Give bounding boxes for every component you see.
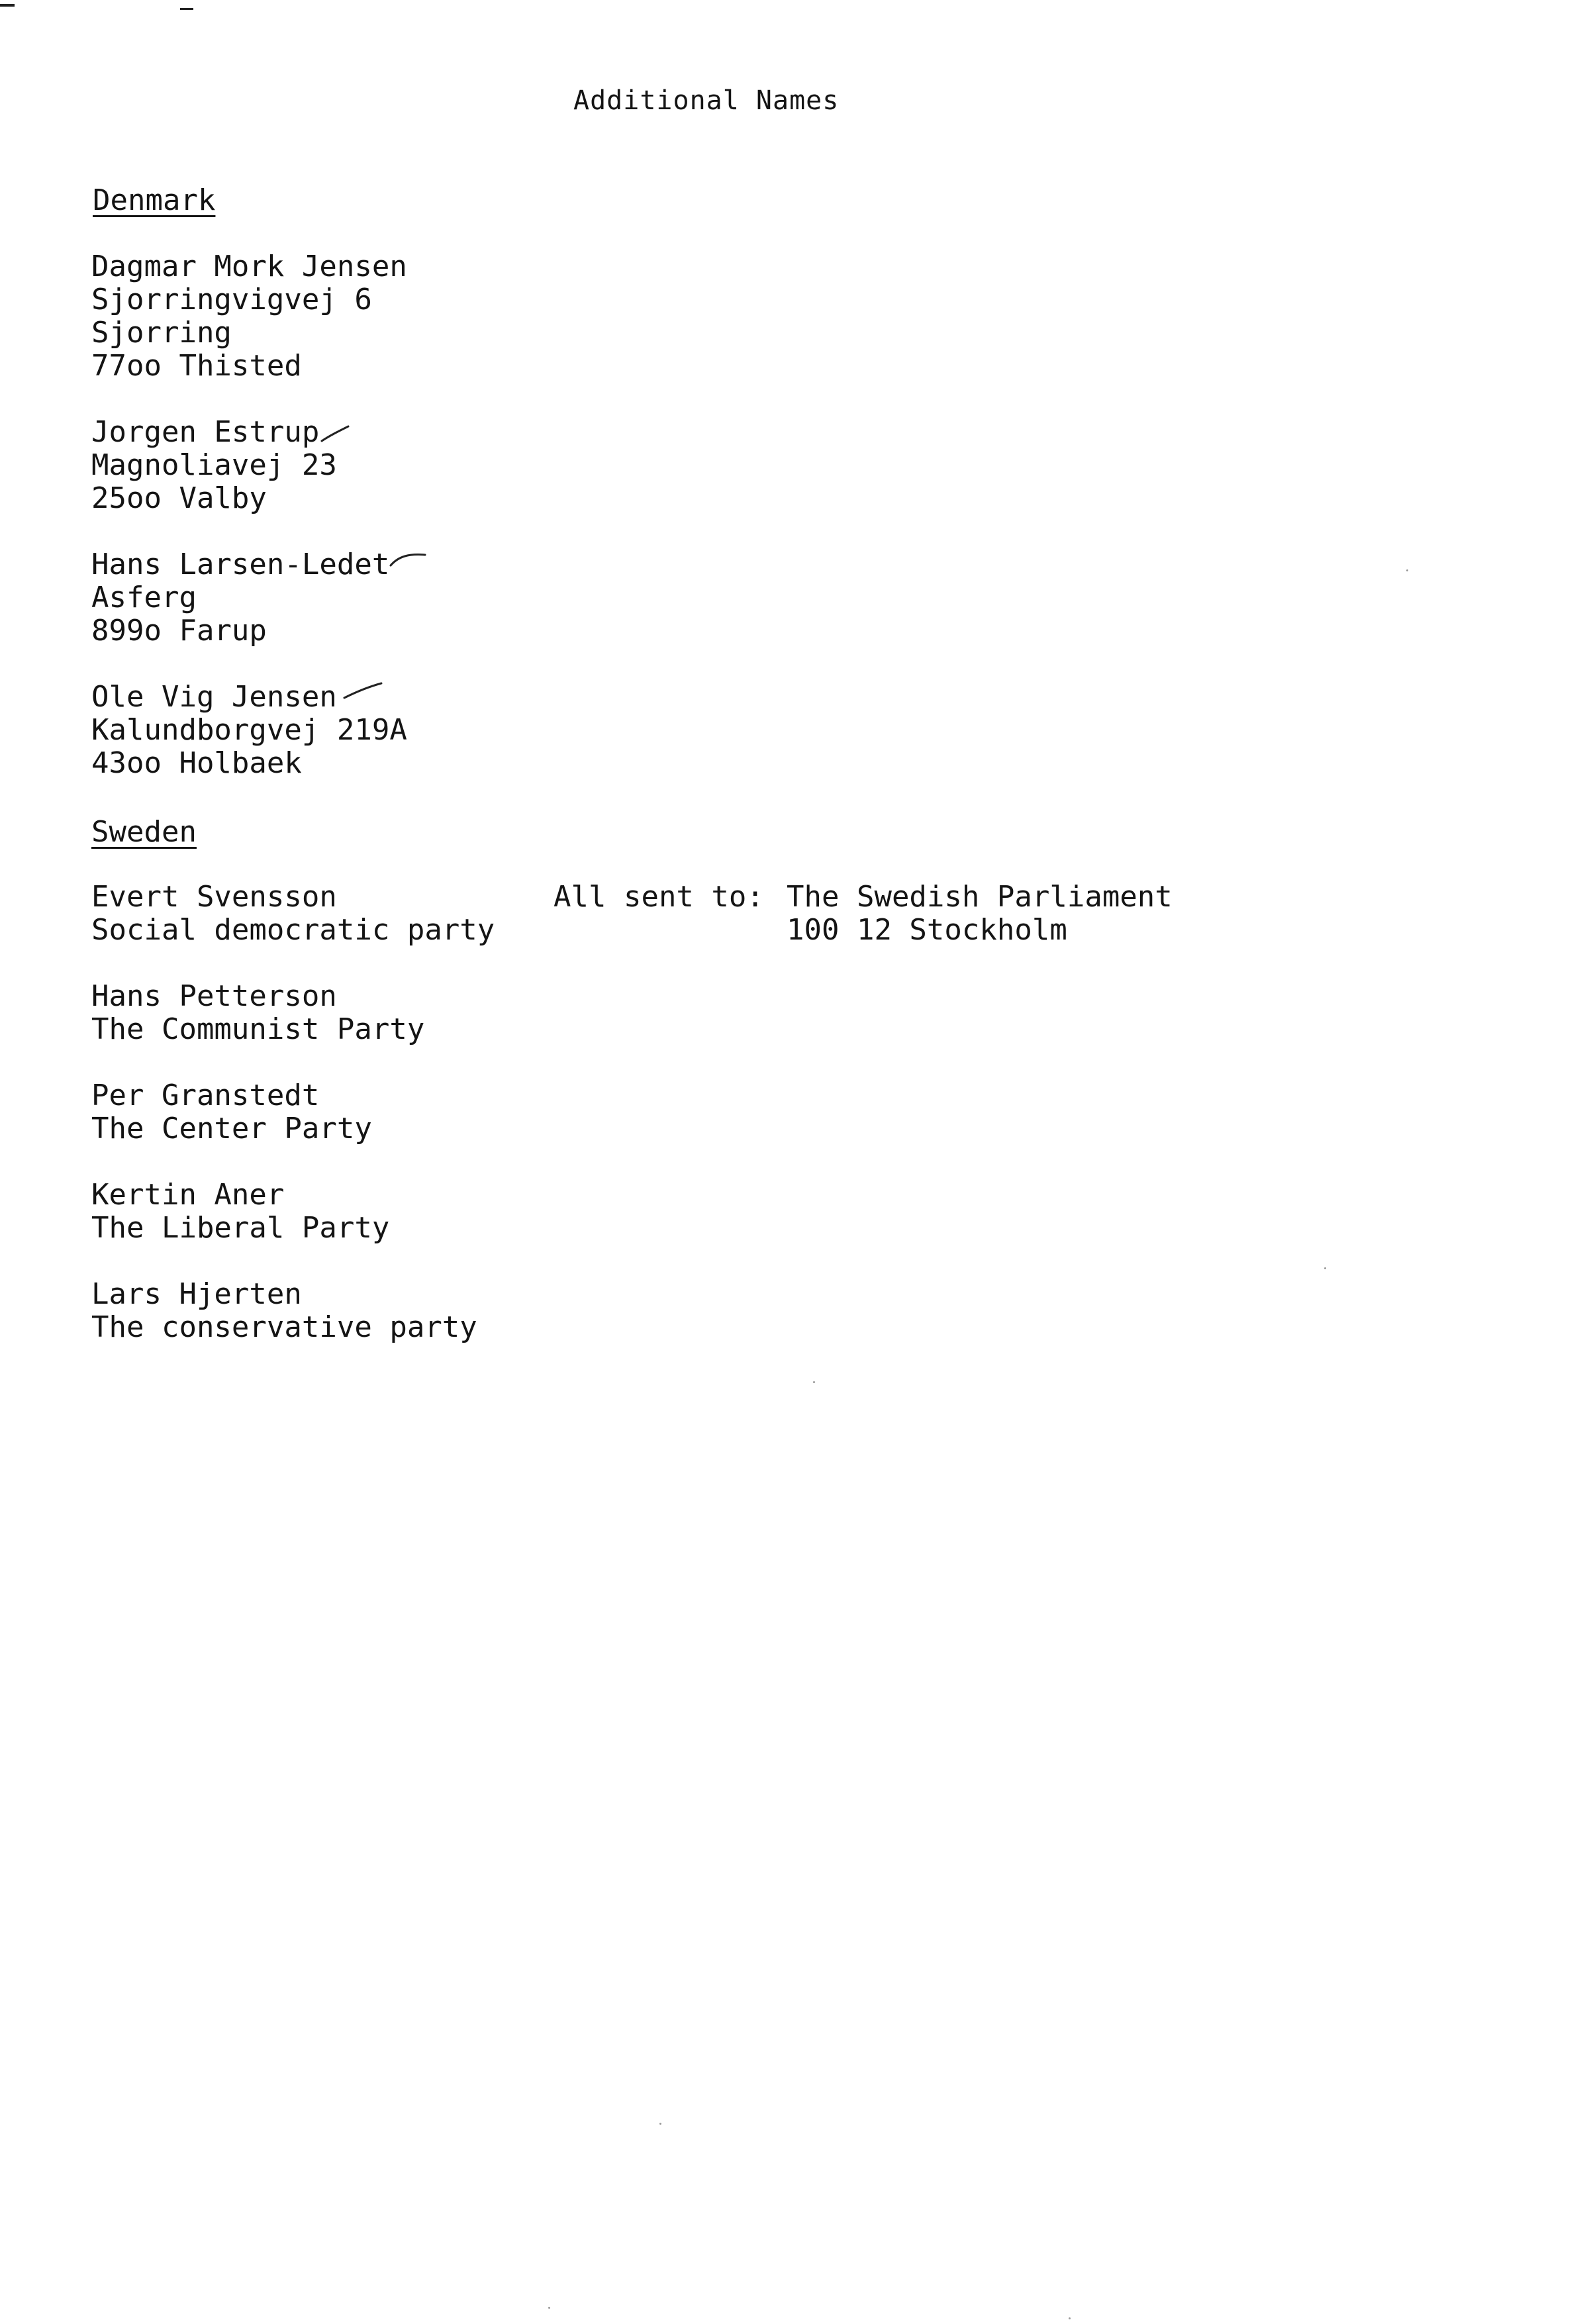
contact-name: Kertin Aner [91, 1178, 285, 1212]
address-line: 25oo Valby [91, 481, 267, 515]
address-line: Sjorringvigvej 6 [91, 283, 372, 316]
party-line: The Liberal Party [91, 1211, 390, 1245]
tick-mark-icon [320, 424, 350, 444]
sent-to-label: All sent to: [554, 880, 764, 914]
address-line: 77oo Thisted [91, 349, 302, 383]
address-line: Sjorring [91, 316, 232, 350]
contact-entry [91, 548, 389, 648]
contact-entry [91, 250, 407, 383]
scan-mark-top [180, 8, 193, 10]
address-line: 899o Farup [91, 614, 267, 648]
scan-mark-top-left [0, 4, 15, 7]
party-line: The conservative party [91, 1310, 477, 1344]
document-title: Additional Names [573, 85, 840, 116]
sent-to-address [787, 881, 1173, 947]
contact-entry [91, 1278, 477, 1344]
section-heading-denmark: Denmark [93, 183, 216, 217]
contact-entry [91, 416, 337, 515]
address-line: 100 12 Stockholm [787, 913, 1067, 947]
contact-entry [91, 1179, 389, 1245]
contact-name: Ole Vig Jensen [91, 680, 337, 714]
scan-speck [548, 2307, 550, 2309]
tick-mark-icon [343, 681, 383, 701]
address-line: 43oo Holbaek [91, 746, 302, 780]
party-line: Social democratic party [91, 913, 495, 947]
tick-mark-icon [389, 550, 426, 569]
party-line: The Center Party [91, 1112, 372, 1145]
scan-speck [1069, 2317, 1071, 2319]
address-line: Magnoliavej 23 [91, 448, 337, 482]
contact-name: Hans Petterson [91, 979, 337, 1013]
address-line: Kalundborgvej 219A [91, 713, 407, 747]
section-heading-sweden: Sweden [91, 815, 197, 849]
address-line: Asferg [91, 581, 197, 614]
address-line: The Swedish Parliament [787, 880, 1173, 914]
party-line: The Communist Party [91, 1012, 425, 1046]
contact-entry [91, 881, 495, 947]
contact-name: Dagmar Mork Jensen [91, 250, 407, 283]
scan-speck [813, 1381, 815, 1383]
scan-speck [1406, 569, 1408, 571]
contact-name: Lars Hjerten [91, 1277, 302, 1311]
scan-speck [1324, 1267, 1326, 1269]
scan-speck [659, 2123, 661, 2125]
contact-entry [91, 1079, 372, 1145]
contact-name: Jorgen Estrup [91, 415, 320, 449]
contact-name: Evert Svensson [91, 880, 337, 914]
contact-name: Per Granstedt [91, 1079, 320, 1112]
contact-name: Hans Larsen-Ledet [91, 548, 390, 581]
contact-entry [91, 980, 424, 1046]
